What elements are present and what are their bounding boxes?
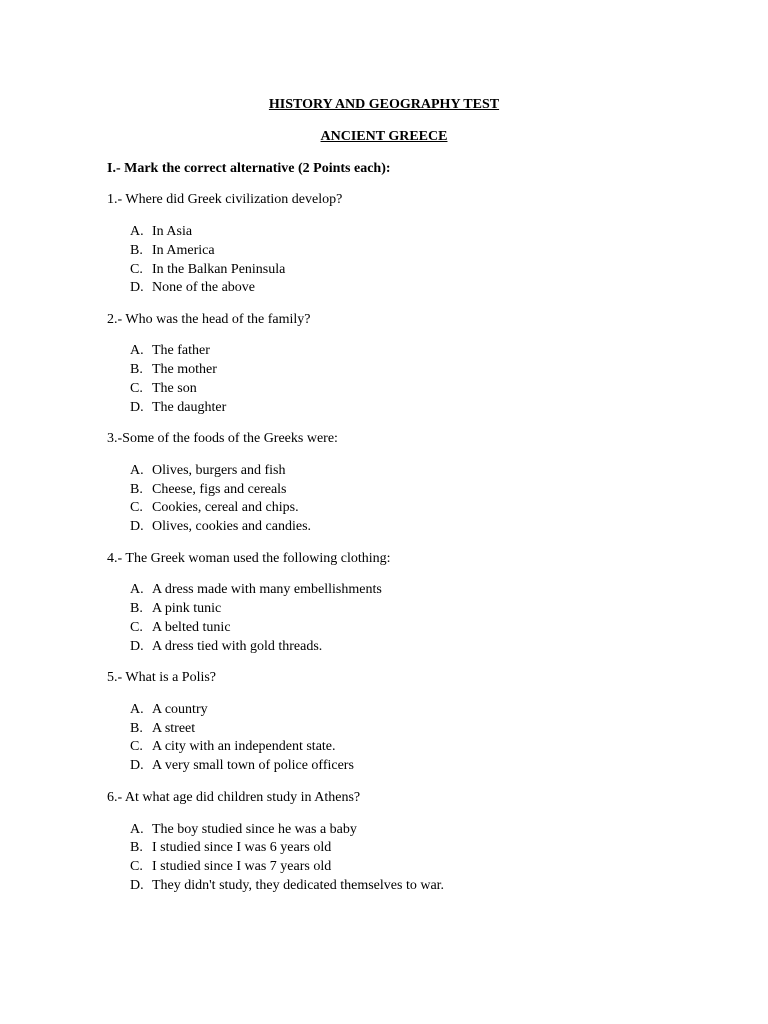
option-text: A pink tunic [152, 601, 222, 616]
option-letter: C. [130, 620, 143, 635]
option-letter: C. [130, 500, 143, 515]
option-letter: D. [130, 280, 144, 295]
option-letter: D. [130, 519, 144, 534]
option-letter: B. [130, 601, 143, 616]
option-text: A dress made with many embellishments [152, 582, 382, 597]
option-letter: D. [130, 639, 144, 654]
option-text: A belted tunic [152, 620, 231, 635]
question-text: 6.- At what age did children study in Athens? [107, 790, 361, 805]
option-letter: B. [130, 721, 143, 736]
question-text: 4.- The Greek woman used the following clothing: [107, 551, 391, 566]
option-text: Olives, cookies and candies. [152, 519, 312, 534]
option-letter: C. [130, 381, 143, 396]
option-text: In the Balkan Peninsula [152, 262, 286, 277]
option-text: A very small town of police officers [152, 758, 354, 773]
question-text: 2.- Who was the head of the family? [107, 312, 311, 327]
option-text: The son [152, 381, 197, 396]
option-letter: C. [130, 739, 143, 754]
option-text: I studied since I was 7 years old [152, 859, 332, 874]
question-text: 3.-Some of the foods of the Greeks were: [107, 431, 338, 446]
option-letter: B. [130, 840, 143, 855]
document-title: HISTORY AND GEOGRAPHY TEST [268, 97, 500, 112]
option-text: In Asia [152, 224, 193, 239]
option-letter: A. [130, 582, 144, 597]
option-text: None of the above [152, 280, 256, 295]
option-text: Cheese, figs and cereals [152, 482, 287, 497]
option-letter: C. [130, 859, 143, 874]
option-text: The mother [152, 362, 217, 377]
option-text: The father [152, 343, 210, 358]
option-letter: A. [130, 224, 144, 239]
option-text: I studied since I was 6 years old [152, 840, 332, 855]
option-letter: D. [130, 758, 144, 773]
option-text: A city with an independent state. [152, 739, 336, 754]
option-letter: A. [130, 702, 144, 717]
option-letter: D. [130, 400, 144, 415]
option-letter: D. [130, 878, 144, 893]
option-text: Cookies, cereal and chips. [152, 500, 299, 515]
option-text: In America [152, 243, 215, 258]
option-letter: A. [130, 822, 144, 837]
option-text: The daughter [152, 400, 227, 415]
option-letter: B. [130, 482, 143, 497]
section-instruction: I.- Mark the correct alternative (2 Points each): [107, 161, 391, 176]
option-letter: B. [130, 243, 143, 258]
document-subtitle: ANCIENT GREECE [320, 129, 448, 144]
option-letter: C. [130, 262, 143, 277]
question-text: 1.- Where did Greek civilization develop? [107, 192, 343, 207]
option-text: Olives, burgers and fish [152, 463, 286, 478]
option-letter: A. [130, 463, 144, 478]
option-letter: A. [130, 343, 144, 358]
option-text: The boy studied since he was a baby [152, 822, 357, 837]
option-text: They didn't study, they dedicated themselves to war. [152, 878, 445, 893]
option-letter: B. [130, 362, 143, 377]
option-text: A street [152, 721, 196, 736]
option-text: A country [152, 702, 208, 717]
option-text: A dress tied with gold threads. [152, 639, 323, 654]
question-text: 5.- What is a Polis? [107, 670, 217, 685]
